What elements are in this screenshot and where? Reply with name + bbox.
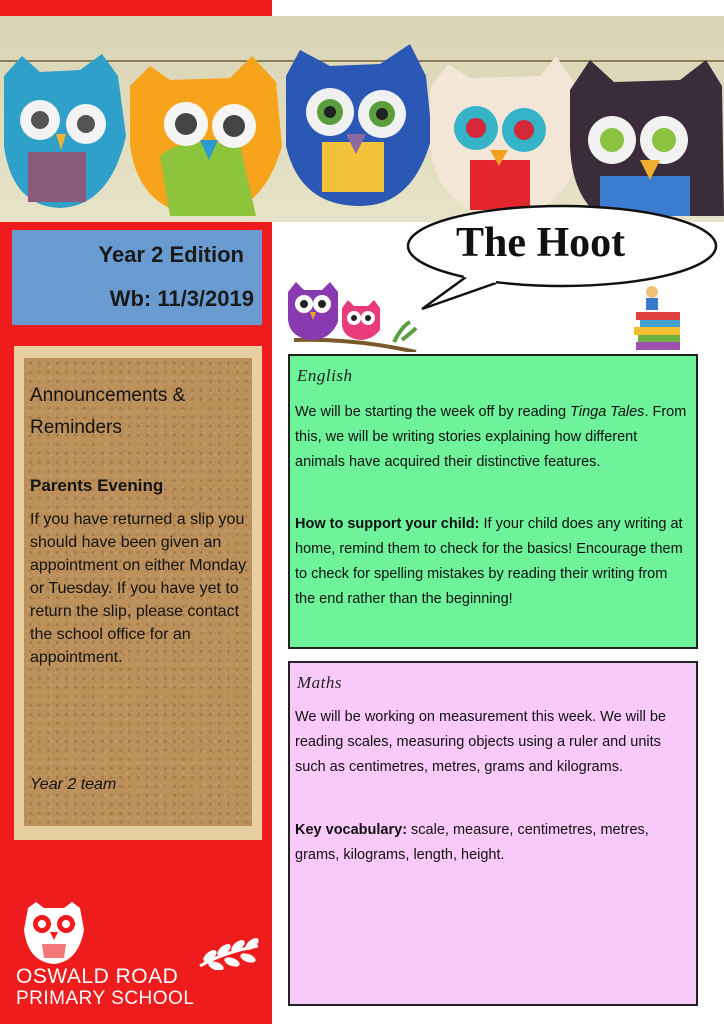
english-intro xyxy=(295,400,691,475)
school-logo xyxy=(14,900,264,1010)
english-heading: English xyxy=(297,366,353,385)
owl-icon xyxy=(130,56,282,216)
edition-box xyxy=(12,230,262,325)
maths-vocabulary xyxy=(295,818,691,868)
maths-heading: Maths xyxy=(297,673,342,692)
laurel-icon xyxy=(200,936,261,970)
announcements-board xyxy=(14,346,262,840)
week-label: Wb: 11/3/2019 xyxy=(109,286,254,311)
owl-bunting-photo xyxy=(0,16,724,222)
english-intro-text-end: . From this, we will be writing stories explaining how different animals have acquired their distinctive features. xyxy=(295,404,687,470)
maths-section xyxy=(288,661,698,1006)
school-name-line1: OSWALD ROAD xyxy=(16,965,179,988)
english-section xyxy=(288,354,698,649)
parents-evening-text: If you have returned a slip you should have been given an appointment on either Monday or Tuesday. If you have yet to return the slip, please contact the school office for an appointment. xyxy=(30,511,247,666)
owl-icon xyxy=(4,54,126,208)
title-speech-bubble xyxy=(406,203,720,289)
announcements-heading: Announcements & Reminders xyxy=(30,385,186,438)
maths-intro: We will be working on measurement this week. We will be reading scales, measuring objects using a ruler and units such as centimetres, metres, grams and kilograms. xyxy=(295,709,666,775)
vocab-label: Key vocabulary: xyxy=(295,822,408,838)
newsletter-title: The Hoot xyxy=(456,220,626,266)
owl-icon xyxy=(286,44,432,206)
books-stack-icon xyxy=(634,284,684,354)
support-text: If your child does any writing at home, remind them to check for the basics! Encourage them to check for spelling mistakes by reading their writing from the end rather than the beginning! xyxy=(295,516,683,607)
owl-icon xyxy=(570,60,724,216)
vocab-text: scale, measure, centimetres, metres, grams, kilograms, length, height. xyxy=(295,822,649,863)
english-intro-text: We will be starting the week off by reading xyxy=(295,404,571,420)
edition-label: Year 2 Edition xyxy=(98,242,244,267)
parents-evening-heading: Parents Evening xyxy=(30,476,164,495)
owls-on-branch-icon xyxy=(284,282,424,352)
book-title: Tinga Tales xyxy=(570,404,645,420)
support-label: How to support your child: xyxy=(295,516,480,532)
owl-icon xyxy=(430,56,582,216)
owl-bunting-illustration xyxy=(0,16,724,222)
english-support xyxy=(295,512,691,612)
school-name-line2: PRIMARY SCHOOL xyxy=(16,988,195,1009)
signoff: Year 2 team xyxy=(30,776,117,793)
owl-logo-icon xyxy=(14,900,264,970)
